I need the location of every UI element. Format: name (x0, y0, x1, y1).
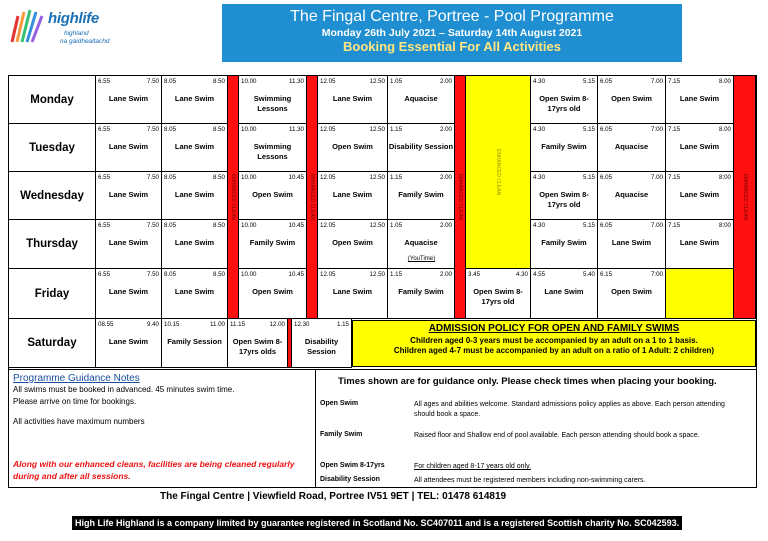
session-time (600, 271, 663, 278)
start-time: 6.55 (98, 78, 111, 85)
start-time: 6.05 (600, 174, 613, 181)
start-time: 12.05 (320, 126, 336, 133)
start-time: 1.05 (390, 78, 403, 85)
start-time: 6.05 (600, 126, 613, 133)
session-time (230, 321, 285, 328)
guidance-title: Programme Guidance Notes (13, 373, 140, 384)
session-label: Disability Session (304, 337, 339, 356)
session-label: Lane Swim (544, 287, 584, 296)
session-cell (318, 172, 388, 220)
start-time: 1.15 (390, 271, 403, 278)
session-time (98, 222, 159, 229)
info-row (316, 462, 757, 474)
session-label: Aquacise (614, 142, 649, 151)
end-time: 2.00 (439, 78, 452, 85)
session-label: Swimming Lessons (253, 142, 292, 161)
session-label: Open Swim 8-17yrs old (539, 94, 589, 113)
end-time: 12.00 (269, 321, 285, 328)
start-time: 4.55 (533, 271, 546, 278)
start-time: 10.00 (241, 126, 257, 133)
session-cell (96, 319, 162, 368)
end-time: 2.00 (439, 222, 452, 229)
start-time: 4.30 (533, 222, 546, 229)
admission-policy (352, 320, 756, 367)
session-cell (666, 172, 734, 220)
session-cell (162, 269, 228, 319)
guidance-line: All activities have maximum numbers (13, 417, 145, 426)
start-time: 6.55 (98, 271, 111, 278)
session-cell (318, 220, 388, 269)
session-cell (598, 124, 666, 172)
session-cell (531, 220, 598, 269)
end-time: 12.50 (369, 78, 385, 85)
start-time: 08.55 (98, 321, 114, 328)
session-label: Family Swim (249, 238, 296, 247)
end-time: 2.00 (439, 271, 452, 278)
session-cell (162, 220, 228, 269)
session-label: Lane Swim (108, 142, 149, 151)
cleaning-warning: Along with our enhanced cleans, facilities are being cleaned regularly during and after all sessions. (13, 459, 295, 481)
session-label: Open Swim 8-17yrs old (539, 190, 589, 209)
session-cell (318, 76, 388, 124)
page-title: The Fingal Centre, Portree - Pool Programme (290, 8, 614, 25)
session-time (668, 222, 731, 229)
end-time: 10.45 (288, 174, 304, 181)
session-cell (666, 124, 734, 172)
timetable-grid (8, 75, 757, 370)
session-label: Aquacise (404, 94, 438, 103)
end-time: 10.45 (288, 271, 304, 278)
session-time (164, 174, 225, 181)
session-label: Lane Swim (679, 238, 720, 247)
session-time (533, 174, 595, 181)
session-time (241, 271, 304, 278)
start-time: 7.15 (668, 222, 681, 229)
start-time: 8.05 (164, 271, 177, 278)
info-key: Family Swim (320, 431, 363, 438)
enhanced-clean-label: ENHANCED CLEAN (457, 173, 463, 221)
end-time: 8:00 (718, 174, 731, 181)
session-label: Lane Swim (679, 142, 720, 151)
session-cell (239, 269, 307, 319)
session-time (668, 174, 731, 181)
session-label: Lane Swim (108, 190, 149, 199)
start-time: 12.05 (320, 174, 336, 181)
enhanced-clean-label: ENHANCED CLEAN (741, 173, 748, 221)
session-label: Aquacise (614, 190, 649, 199)
start-time: 8.05 (164, 78, 177, 85)
info-title: Times shown are for guidance only. Please check times when placing your booking. (338, 376, 717, 387)
session-time (164, 321, 225, 328)
start-time: 12.30 (294, 321, 310, 328)
end-time: 7.00 (650, 174, 663, 181)
session-time (600, 126, 663, 133)
info-row (316, 476, 757, 488)
start-time: 12.05 (320, 271, 336, 278)
start-time: 8.05 (164, 126, 177, 133)
end-time: 7.00 (650, 222, 663, 229)
start-time: 6.05 (600, 222, 613, 229)
end-time: 7.50 (146, 271, 159, 278)
session-time (320, 78, 385, 85)
day-label-saturday: Saturday (9, 319, 96, 368)
closed-column (466, 76, 531, 269)
session-time (98, 321, 159, 328)
enhanced-clean-label: ENHANCED CLEAN (309, 173, 315, 221)
end-time: 8.50 (212, 78, 225, 85)
start-time: 7.15 (668, 126, 681, 133)
session-time (600, 222, 663, 229)
start-time: 10.00 (241, 78, 257, 85)
session-time (668, 126, 731, 133)
session-label: Lane Swim (108, 238, 149, 247)
start-time: 6.55 (98, 126, 111, 133)
session-cell (531, 124, 598, 172)
day-label-wednesday: Wednesday (9, 172, 96, 220)
start-time: 4.30 (533, 174, 546, 181)
start-time: 12.05 (320, 222, 336, 229)
session-time (320, 126, 385, 133)
session-label: Family Swim (398, 287, 444, 296)
guidance-notes (8, 370, 316, 488)
start-time: 1.15 (390, 174, 403, 181)
session-label: Open Swim (611, 287, 652, 296)
date-range: Monday 26th July 2021 – Saturday 14th August 2021 (321, 27, 583, 39)
guidance-line: Please arrive on time for bookings. (13, 396, 137, 406)
session-cell (162, 76, 228, 124)
session-label: Open Swim 8-17yrs olds (232, 337, 283, 356)
session-label: Open Swim (332, 142, 373, 151)
session-time (98, 126, 159, 133)
info-value: All attendees must be registered members including non-swimming carers. (414, 477, 646, 484)
session-label: Family Swim (541, 238, 587, 247)
session-time (668, 78, 731, 85)
session-cell (531, 269, 598, 319)
guidance-line: All swims must be booked in advanced. 45 minutes swim time. (13, 385, 235, 394)
session-label: Lane Swim (679, 94, 720, 103)
info-row (316, 400, 757, 422)
session-label: Family Session (167, 337, 222, 346)
session-time (468, 271, 528, 278)
policy-title: ADMISSION POLICY FOR OPEN AND FAMILY SWIMS (428, 323, 680, 334)
info-key: Open Swim (320, 400, 359, 407)
policy-line: Children aged 4-7 must be accompanied by an adult on a ratio of 1 Adult: 2 children) (393, 346, 715, 355)
session-label: Lane Swim (174, 94, 215, 103)
end-time: 5.15 (582, 126, 595, 133)
end-time: 8.50 (212, 126, 225, 133)
session-label: Lane Swim (332, 287, 373, 296)
session-time (98, 78, 159, 85)
session-cell (598, 269, 666, 319)
session-cell (96, 172, 162, 220)
session-label: Aquacise (404, 238, 438, 247)
day-label-friday: Friday (9, 269, 96, 319)
start-time: 8.05 (164, 174, 177, 181)
end-time: 5.15 (582, 174, 595, 181)
session-label: Lane Swim (108, 337, 149, 346)
session-label: Lane Swim (611, 238, 652, 247)
enhanced-clean-column (307, 76, 318, 319)
start-time: 4.30 (533, 78, 546, 85)
end-time: 12.50 (369, 174, 385, 181)
session-time (320, 174, 385, 181)
session-time (164, 271, 225, 278)
session-cell (388, 124, 455, 172)
start-time: 6.55 (98, 174, 111, 181)
header (0, 0, 768, 66)
session-label: Lane Swim (332, 94, 373, 103)
end-time: 7.00 (650, 78, 663, 85)
start-time: 10.00 (241, 222, 257, 229)
end-time: 9.40 (146, 321, 159, 328)
session-time (241, 78, 304, 85)
start-time: 7.15 (668, 78, 681, 85)
info-row (316, 431, 757, 453)
session-cell (162, 319, 228, 368)
end-time: 8.50 (212, 271, 225, 278)
session-time (164, 126, 225, 133)
session-cell (228, 319, 288, 368)
session-cell (96, 124, 162, 172)
start-time: 8.05 (164, 222, 177, 229)
start-time: 6.55 (98, 222, 111, 229)
session-time (98, 271, 159, 278)
logo-sub-english: highland (64, 30, 89, 37)
session-cell (666, 220, 734, 269)
empty-slot (666, 269, 734, 319)
session-cell (666, 76, 734, 124)
session-cell (239, 172, 307, 220)
session-cell (162, 172, 228, 220)
session-cell (292, 319, 352, 368)
footer (0, 512, 768, 541)
info-key: Open Swim 8-17yrs (320, 462, 385, 469)
session-label: Lane Swim (679, 190, 720, 199)
footer-text: High Life Highland is a company limited by guarantee registered in Scotland No. SC407011 and is a registered Scottish charity No. SC042593. (72, 516, 682, 530)
session-time (533, 78, 595, 85)
session-cell (239, 76, 307, 124)
session-label: Open Swim 8-17yrs old (473, 287, 523, 306)
end-time: 7.50 (146, 78, 159, 85)
info-value: Raised floor and Shallow end of pool available. Each person attending should book a space. (414, 432, 700, 439)
enhanced-clean-column (734, 76, 756, 319)
end-time: 12.50 (369, 126, 385, 133)
start-time: 10.00 (241, 174, 257, 181)
session-cell (239, 220, 307, 269)
logo-sub-gaelic: na gàidhealtachd (60, 38, 110, 45)
start-time: 1.05 (390, 222, 403, 229)
session-time (390, 271, 452, 278)
session-cell (531, 172, 598, 220)
session-label: Disability Session (388, 142, 454, 151)
logo-brand: highlife (48, 10, 99, 27)
enhanced-clean-label: ENHANCED CLEAN (495, 148, 501, 196)
start-time: 3.45 (468, 271, 481, 278)
start-time: 1.15 (390, 126, 403, 133)
start-time: 4.30 (533, 126, 546, 133)
session-time (600, 174, 663, 181)
start-time: 6.15 (600, 271, 613, 278)
session-time (533, 271, 595, 278)
end-time: 8.00 (718, 126, 731, 133)
session-cell (598, 220, 666, 269)
session-time (241, 222, 304, 229)
start-time: 7.15 (668, 174, 681, 181)
session-label: Lane Swim (174, 238, 215, 247)
session-label: Open Swim (252, 190, 293, 199)
end-time: 12.50 (369, 271, 385, 278)
end-time: 8.50 (212, 222, 225, 229)
contact-line: The Fingal Centre | Viewfield Road, Portree IV51 9ET | TEL: 01478 614819 (160, 491, 507, 502)
session-time (294, 321, 349, 328)
session-time (533, 222, 595, 229)
session-info (316, 370, 757, 488)
session-time (390, 174, 452, 181)
session-label: Swimming Lessons (253, 94, 292, 113)
session-time (320, 222, 385, 229)
end-time: 7:00 (650, 126, 663, 133)
session-time (98, 174, 159, 181)
session-cell (96, 269, 162, 319)
session-cell (598, 172, 666, 220)
session-label: Lane Swim (108, 94, 149, 103)
session-label: Open Swim (332, 238, 373, 247)
day-label-tuesday: Tuesday (9, 124, 96, 172)
session-cell (598, 76, 666, 124)
end-time: 7.50 (146, 222, 159, 229)
end-time: 7.50 (146, 126, 159, 133)
youtime-note: (YouTime) (407, 256, 436, 262)
start-time: 10.15 (164, 321, 180, 328)
session-cell (318, 124, 388, 172)
session-label: Lane Swim (332, 190, 373, 199)
session-cell (96, 220, 162, 269)
session-cell (388, 172, 455, 220)
session-cell (162, 124, 228, 172)
end-time: 4.30 (515, 271, 528, 278)
session-cell (466, 269, 531, 319)
session-label: Lane Swim (174, 287, 215, 296)
logo (8, 4, 118, 60)
session-time (390, 78, 452, 85)
end-time: 8.00 (718, 78, 731, 85)
policy-line: Children aged 0-3 years must be accompanied by an adult on a 1 to 1 basis. (410, 336, 698, 345)
session-cell (388, 269, 455, 319)
end-time: 2.00 (439, 174, 452, 181)
session-label: Lane Swim (108, 287, 149, 296)
enhanced-clean-label: ENHANCED CLEAN (230, 173, 236, 221)
info-key: Disability Session (320, 476, 380, 483)
end-time: 7:00 (650, 271, 663, 278)
end-time: 8:00 (718, 222, 731, 229)
day-label-monday: Monday (9, 76, 96, 124)
session-time (320, 271, 385, 278)
session-label: Lane Swim (174, 190, 215, 199)
end-time: 8.50 (212, 174, 225, 181)
day-label-thursday: Thursday (9, 220, 96, 269)
info-value: For children aged 8-17 years old only. (414, 463, 531, 470)
session-time (600, 78, 663, 85)
session-label: Family Swim (398, 190, 444, 199)
end-time: 11.30 (288, 78, 304, 85)
end-time: 5.15 (582, 78, 595, 85)
session-time (241, 174, 304, 181)
session-cell (531, 76, 598, 124)
session-cell (388, 76, 455, 124)
enhanced-clean-column (455, 76, 466, 319)
booking-notice: Booking Essential For All Activities (343, 39, 561, 54)
end-time: 2.00 (439, 126, 452, 133)
session-time (533, 126, 595, 133)
info-value: All ages and abilities welcome. Standard admissions policy applies as above. Each person attending should book a space. (414, 401, 725, 418)
start-time: 11.15 (230, 321, 246, 328)
session-cell (239, 124, 307, 172)
end-time: 12.50 (369, 222, 385, 229)
end-time: 1.15 (336, 321, 349, 328)
end-time: 10.45 (288, 222, 304, 229)
session-time (164, 222, 225, 229)
start-time: 12.05 (320, 78, 336, 85)
end-time: 5.40 (582, 271, 595, 278)
session-time (164, 78, 225, 85)
session-label: Family Swim (541, 142, 587, 151)
title-banner (222, 4, 682, 62)
session-label: Lane Swim (174, 142, 215, 151)
session-time (390, 222, 452, 229)
start-time: 6.05 (600, 78, 613, 85)
end-time: 11.30 (288, 126, 304, 133)
session-label: Open Swim (611, 94, 652, 103)
session-label: Open Swim (252, 287, 293, 296)
end-time: 11.00 (209, 321, 225, 328)
end-time: 7.50 (146, 174, 159, 181)
session-cell (96, 76, 162, 124)
session-cell (318, 269, 388, 319)
session-time (390, 126, 452, 133)
session-time (241, 126, 304, 133)
enhanced-clean-column (228, 76, 239, 319)
start-time: 10.00 (241, 271, 257, 278)
logo-icon (8, 6, 48, 46)
end-time: 5.15 (582, 222, 595, 229)
